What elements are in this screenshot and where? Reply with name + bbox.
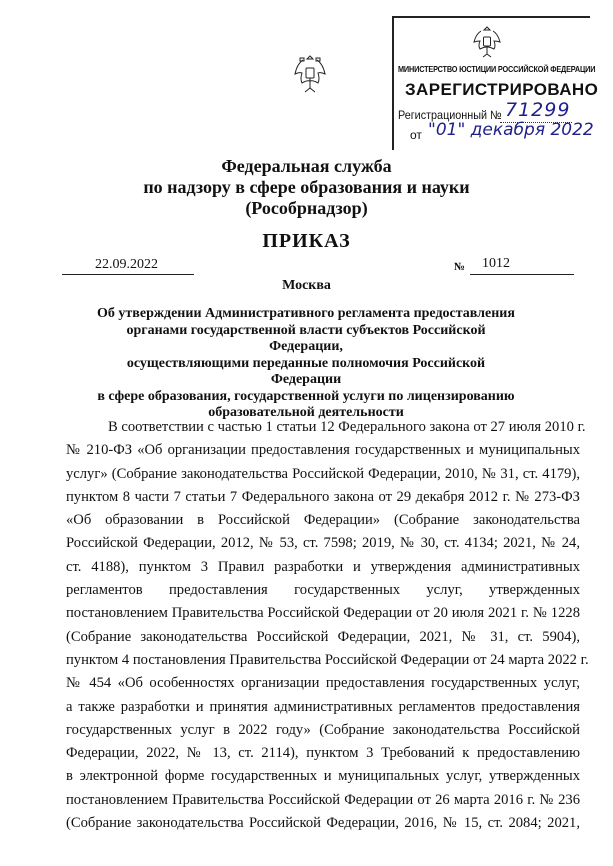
order-number: 1012 [482,256,510,271]
stamp-reg-number: 71299 [505,99,571,121]
body-line: а также разработки и принятия административных регламентов предоставления [66,698,580,715]
subject-line: органами государственной власти субъектов Российской Федерации, [126,322,486,354]
subject-line: осуществляющими переданные полномочия Российской Федерации [126,355,486,387]
body-line: Российской Федерации, 2012, № 53, ст. 7598; 2019, № 30, ст. 4134; 2021, № 24, [66,535,580,552]
coat-of-arms-icon [291,52,329,96]
body-line: № 454 «Об особенностях организации предоставления государственных услуг, [66,675,580,692]
order-date: 22.09.2022 [95,257,158,272]
order-number-field [470,256,574,275]
subject-line: Об утверждении Административного регламента предоставления [97,306,515,321]
stamp-date-label: от [410,128,422,142]
number-sign: № [454,261,466,273]
body-line: пунктом 8 части 7 статьи 7 Федерального закона от 29 декабря 2012 г. № 273-ФЗ [66,488,580,505]
body-line: постановлением Правительства Российской Федерации от 20 июля 2021 г. № 1228 [66,605,580,622]
body-line: услуг» (Собрание законодательства Российской Федерации, 2010, № 31, ст. 4179), [66,465,580,482]
body-line: ст. 4188), пунктом 3 Правил разработки и утверждения административных [66,558,580,575]
body-line: № 210-ФЗ «Об организации предоставления государственных и муниципальных [66,442,580,459]
stamp-reg-number-label: Регистрационный № [398,108,502,122]
stamp-ministry: МИНИСТЕРСТВО ЮСТИЦИИ РОССИЙСКОЙ ФЕДЕРАЦИИ [398,64,596,74]
org-line: Федеральная служба [221,156,392,176]
body-line: регламентов предоставления государственных услуг, утвержденных [66,582,580,599]
subject-line: образовательной деятельности [208,405,404,420]
order-subject [96,306,516,422]
body-line: «Об образовании в Российской Федерации» (Собрание законодательства [66,512,580,529]
body-line: Федерации, 2022, № 13, ст. 2114), пунктом 3 Требований к предоставлению [66,745,580,762]
body-line: (Собрание законодательства Российской Федерации, 2016, № 15, ст. 2084; 2021, [66,815,580,832]
body-line: в электронной форме государственных и муниципальных услуг, утвержденных [66,768,580,785]
organization-name [0,156,613,219]
stamp-coat-of-arms-icon [470,24,504,60]
body-line: государственных услуг в 2022 году» (Собрание законодательства Российской [66,721,580,738]
body-line: (Собрание законодательства Российской Федерации, 2021, № 31, ст. 5904), [66,628,580,645]
stamp-registered: ЗАРЕГИСТРИРОВАНО [405,80,599,99]
stamp-date: "01" декабря 2022 [428,120,594,140]
body-line: постановлением Правительства Российской Федерации от 26 марта 2016 г. № 236 [66,791,580,808]
order-date-field [62,257,194,275]
order-body [66,416,589,835]
document-type: ПРИКАЗ [262,230,351,252]
city: Москва [282,278,331,293]
subject-line: в сфере образования, государственной услуги по лицензированию [97,388,515,404]
body-line: В соответствии с частью 1 статьи 12 Федерального закона от 27 июля 2010 г. [108,419,586,435]
org-line: по надзору в сфере образования и науки [143,177,470,197]
org-line: (Рособрнадзор) [245,198,368,218]
body-line: пунктом 4 постановления Правительства Российской Федерации от 24 марта 2022 г. [66,651,589,668]
